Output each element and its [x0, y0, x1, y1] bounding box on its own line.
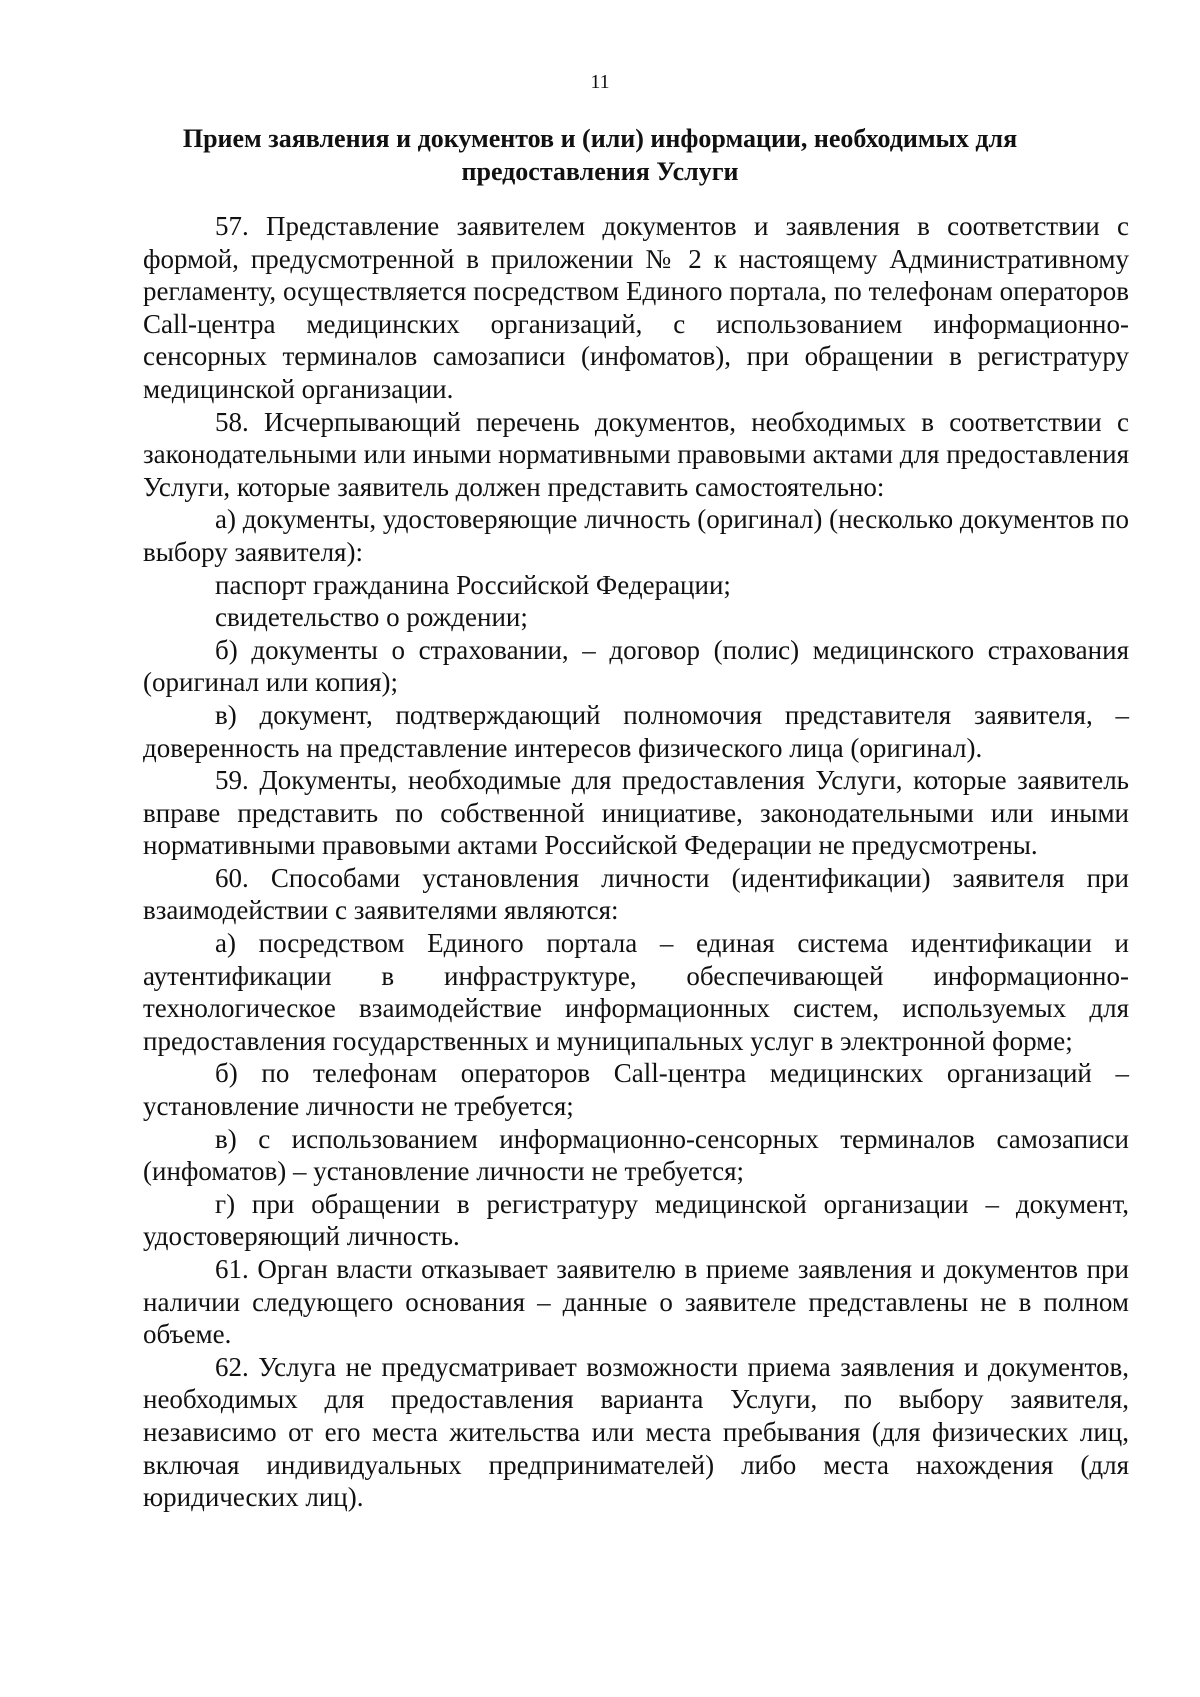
paragraph-61: 61. Орган власти отказывает заявителю в приеме заявления и документов при наличии следующего основания – данные о заявителе представлены не в полном объеме. [143, 1254, 1129, 1350]
paragraph-58-a-passport: паспорт гражданина Российской Федерации; [215, 569, 731, 600]
paragraph-58-v: в) документ, подтверждающий полномочия представителя заявителя, – доверенность на представление интересов физического лица (оригинал). [143, 699, 1129, 763]
paragraph-62: 62. Услуга не предусматривает возможности приема заявления и документов, необходимых для предоставления варианта Услуги, по выбору заявителя, независимо от его места жительства или места пребывания (для физических лиц, включая индивидуальных предпринимателей) либо места нахождения (для юридических лиц). [143, 1351, 1129, 1513]
paragraph-60-g: г) при обращении в регистратуру медицинской организации – документ, удостоверяющий личность. [143, 1188, 1129, 1252]
paragraph-60-v: в) с использованием информационно-сенсорных терминалов самозаписи (инфоматов) – установление личности не требуется; [143, 1123, 1129, 1187]
paragraph-59: 59. Документы, необходимые для предоставления Услуги, которые заявитель вправе представить по собственной инициативе, законодательными или иными нормативными правовыми актами Российской Федерации не предусмотрены. [143, 765, 1129, 861]
paragraph-60-a: а) посредством Единого портала – единая система идентификации и аутентификации в инфраструктуре, обеспечивающей информационно-технологическое взаимодействие информационных систем, используемых для предоставления государственных и муниципальных услуг в электронной форме; [143, 928, 1129, 1056]
paragraph-58-b: б) документы о страховании, – договор (полис) медицинского страхования (оригинал или копия); [143, 634, 1129, 698]
paragraph-58: 58. Исчерпывающий перечень документов, необходимых в соответствии с законодательными или иными нормативными правовыми актами для предоставления Услуги, которые заявитель должен представить самостоятельно: [143, 406, 1129, 502]
paragraph-60: 60. Способами установления личности (идентификации) заявителя при взаимодействии с заявителями являются: [143, 862, 1129, 926]
section-heading: Прием заявления и документов и (или) информации, необходимых для предоставления Услуги [182, 124, 1018, 186]
paragraph-57: 57. Представление заявителем документов и заявления в соответствии с формой, предусмотренной в приложении № 2 к настоящему Административному регламенту, осуществляется посредством Единого портала, по телефонам операторов Call-центра медицинских организаций, с использованием информационно-сенсорных терминалов самозаписи (инфоматов), при обращении в регистратуру медицинской организации. [143, 211, 1129, 404]
paragraph-60-b: б) по телефонам операторов Call-центра медицинских организаций – установление личности не требуется; [143, 1058, 1129, 1122]
paragraph-58-a: а) документы, удостоверяющие личность (оригинал) (несколько документов по выбору заявителя): [143, 504, 1129, 567]
page-number: 11 [590, 71, 610, 93]
document-body [143, 210, 1129, 1514]
paragraph-58-a-birth-certificate: свидетельство о рождении; [215, 602, 528, 633]
